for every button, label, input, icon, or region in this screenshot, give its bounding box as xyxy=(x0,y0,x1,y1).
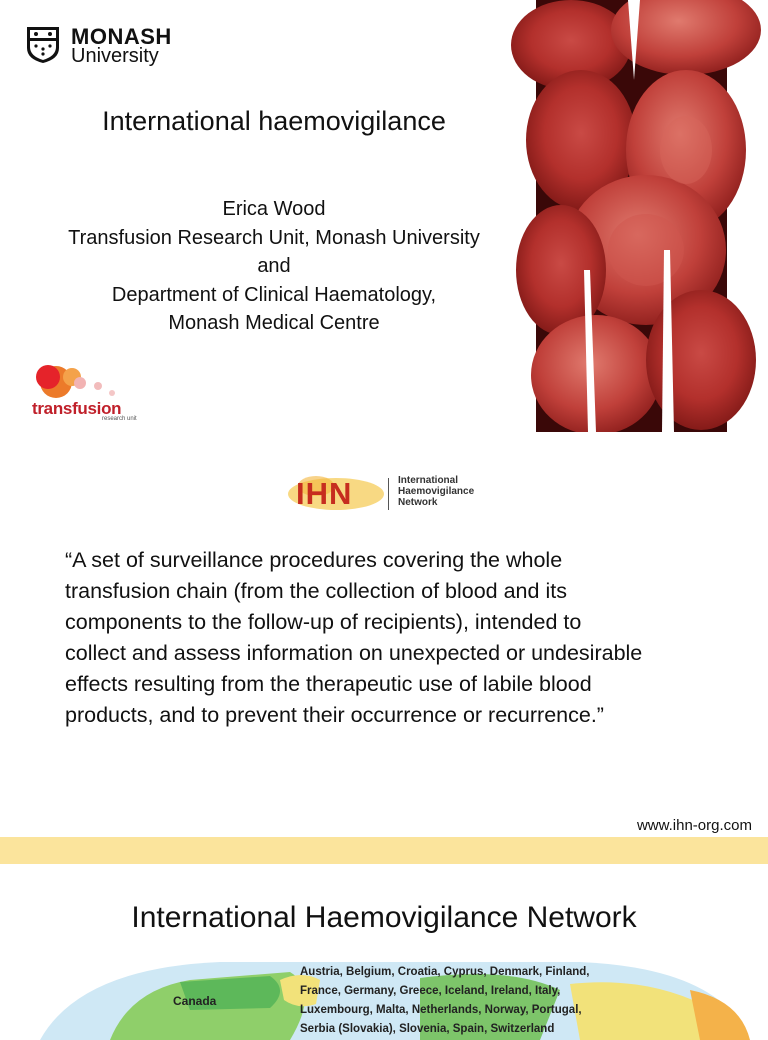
country-line: Austria, Belgium, Croatia, Cyprus, Denmark, Finland, xyxy=(300,966,590,978)
monash-crest-icon xyxy=(26,26,60,64)
logo-divider xyxy=(388,478,389,510)
country-line: France, Germany, Greece, Iceland, Ireland, Italy, xyxy=(300,985,561,997)
quote-line: components to the follow-up of recipients), intended to xyxy=(65,610,582,634)
red-blood-cells-image xyxy=(536,0,727,432)
transfusion-research-unit-logo xyxy=(28,360,168,426)
slide-separator-band xyxy=(0,837,768,864)
quote-line: effects resulting from the therapeutic use of labile blood xyxy=(65,672,592,696)
member-countries-list xyxy=(300,963,589,1039)
author-affiliation: Transfusion Research Unit, Monash University xyxy=(68,226,480,249)
website-url[interactable]: www.ihn-org.com xyxy=(636,817,752,834)
university-wordmark: University xyxy=(71,45,159,67)
ihn-full-name xyxy=(398,475,474,508)
cell-dots-icon xyxy=(28,360,168,400)
quote-line: “A set of surveillance procedures covering the whole xyxy=(65,548,563,572)
author-block xyxy=(20,195,528,338)
slide-definition xyxy=(0,432,768,837)
network-title: International Haemovigilance Network xyxy=(131,901,637,934)
author-department: Department of Clinical Haematology, xyxy=(111,283,437,306)
author-conjunction: and xyxy=(257,255,291,277)
definition-quote xyxy=(65,545,725,731)
quote-line: collect and assess information on unexpected or undesirable xyxy=(65,641,643,665)
slide-network xyxy=(0,864,768,1035)
slide-title xyxy=(0,0,768,432)
quote-line: products, and to prevent their occurrence or recurrence.” xyxy=(65,703,604,727)
author-institution: Monash Medical Centre xyxy=(168,312,380,334)
ihn-full-name-line: International xyxy=(398,475,459,486)
country-line: Serbia (Slovakia), Slovenia, Spain, Switzerland xyxy=(300,1023,555,1035)
ihn-abbreviation: IHN xyxy=(296,476,353,511)
country-line: Luxembourg, Malta, Netherlands, Norway, Portugal, xyxy=(300,1004,582,1016)
map-label-canada: Canada xyxy=(173,994,217,1008)
quote-line: transfusion chain (from the collection of blood and its xyxy=(65,579,567,603)
transfusion-wordmark: transfusion xyxy=(32,399,122,418)
monash-wordmark: MONASH xyxy=(71,24,172,49)
author-name: Erica Wood xyxy=(222,198,326,220)
ihn-full-name-line: Haemovigilance xyxy=(398,486,475,497)
ihn-logo xyxy=(286,470,496,514)
slide-title-heading: International haemovigilance xyxy=(102,106,446,136)
ihn-full-name-line: Network xyxy=(398,497,438,508)
research-unit-label: research unit xyxy=(102,416,137,422)
